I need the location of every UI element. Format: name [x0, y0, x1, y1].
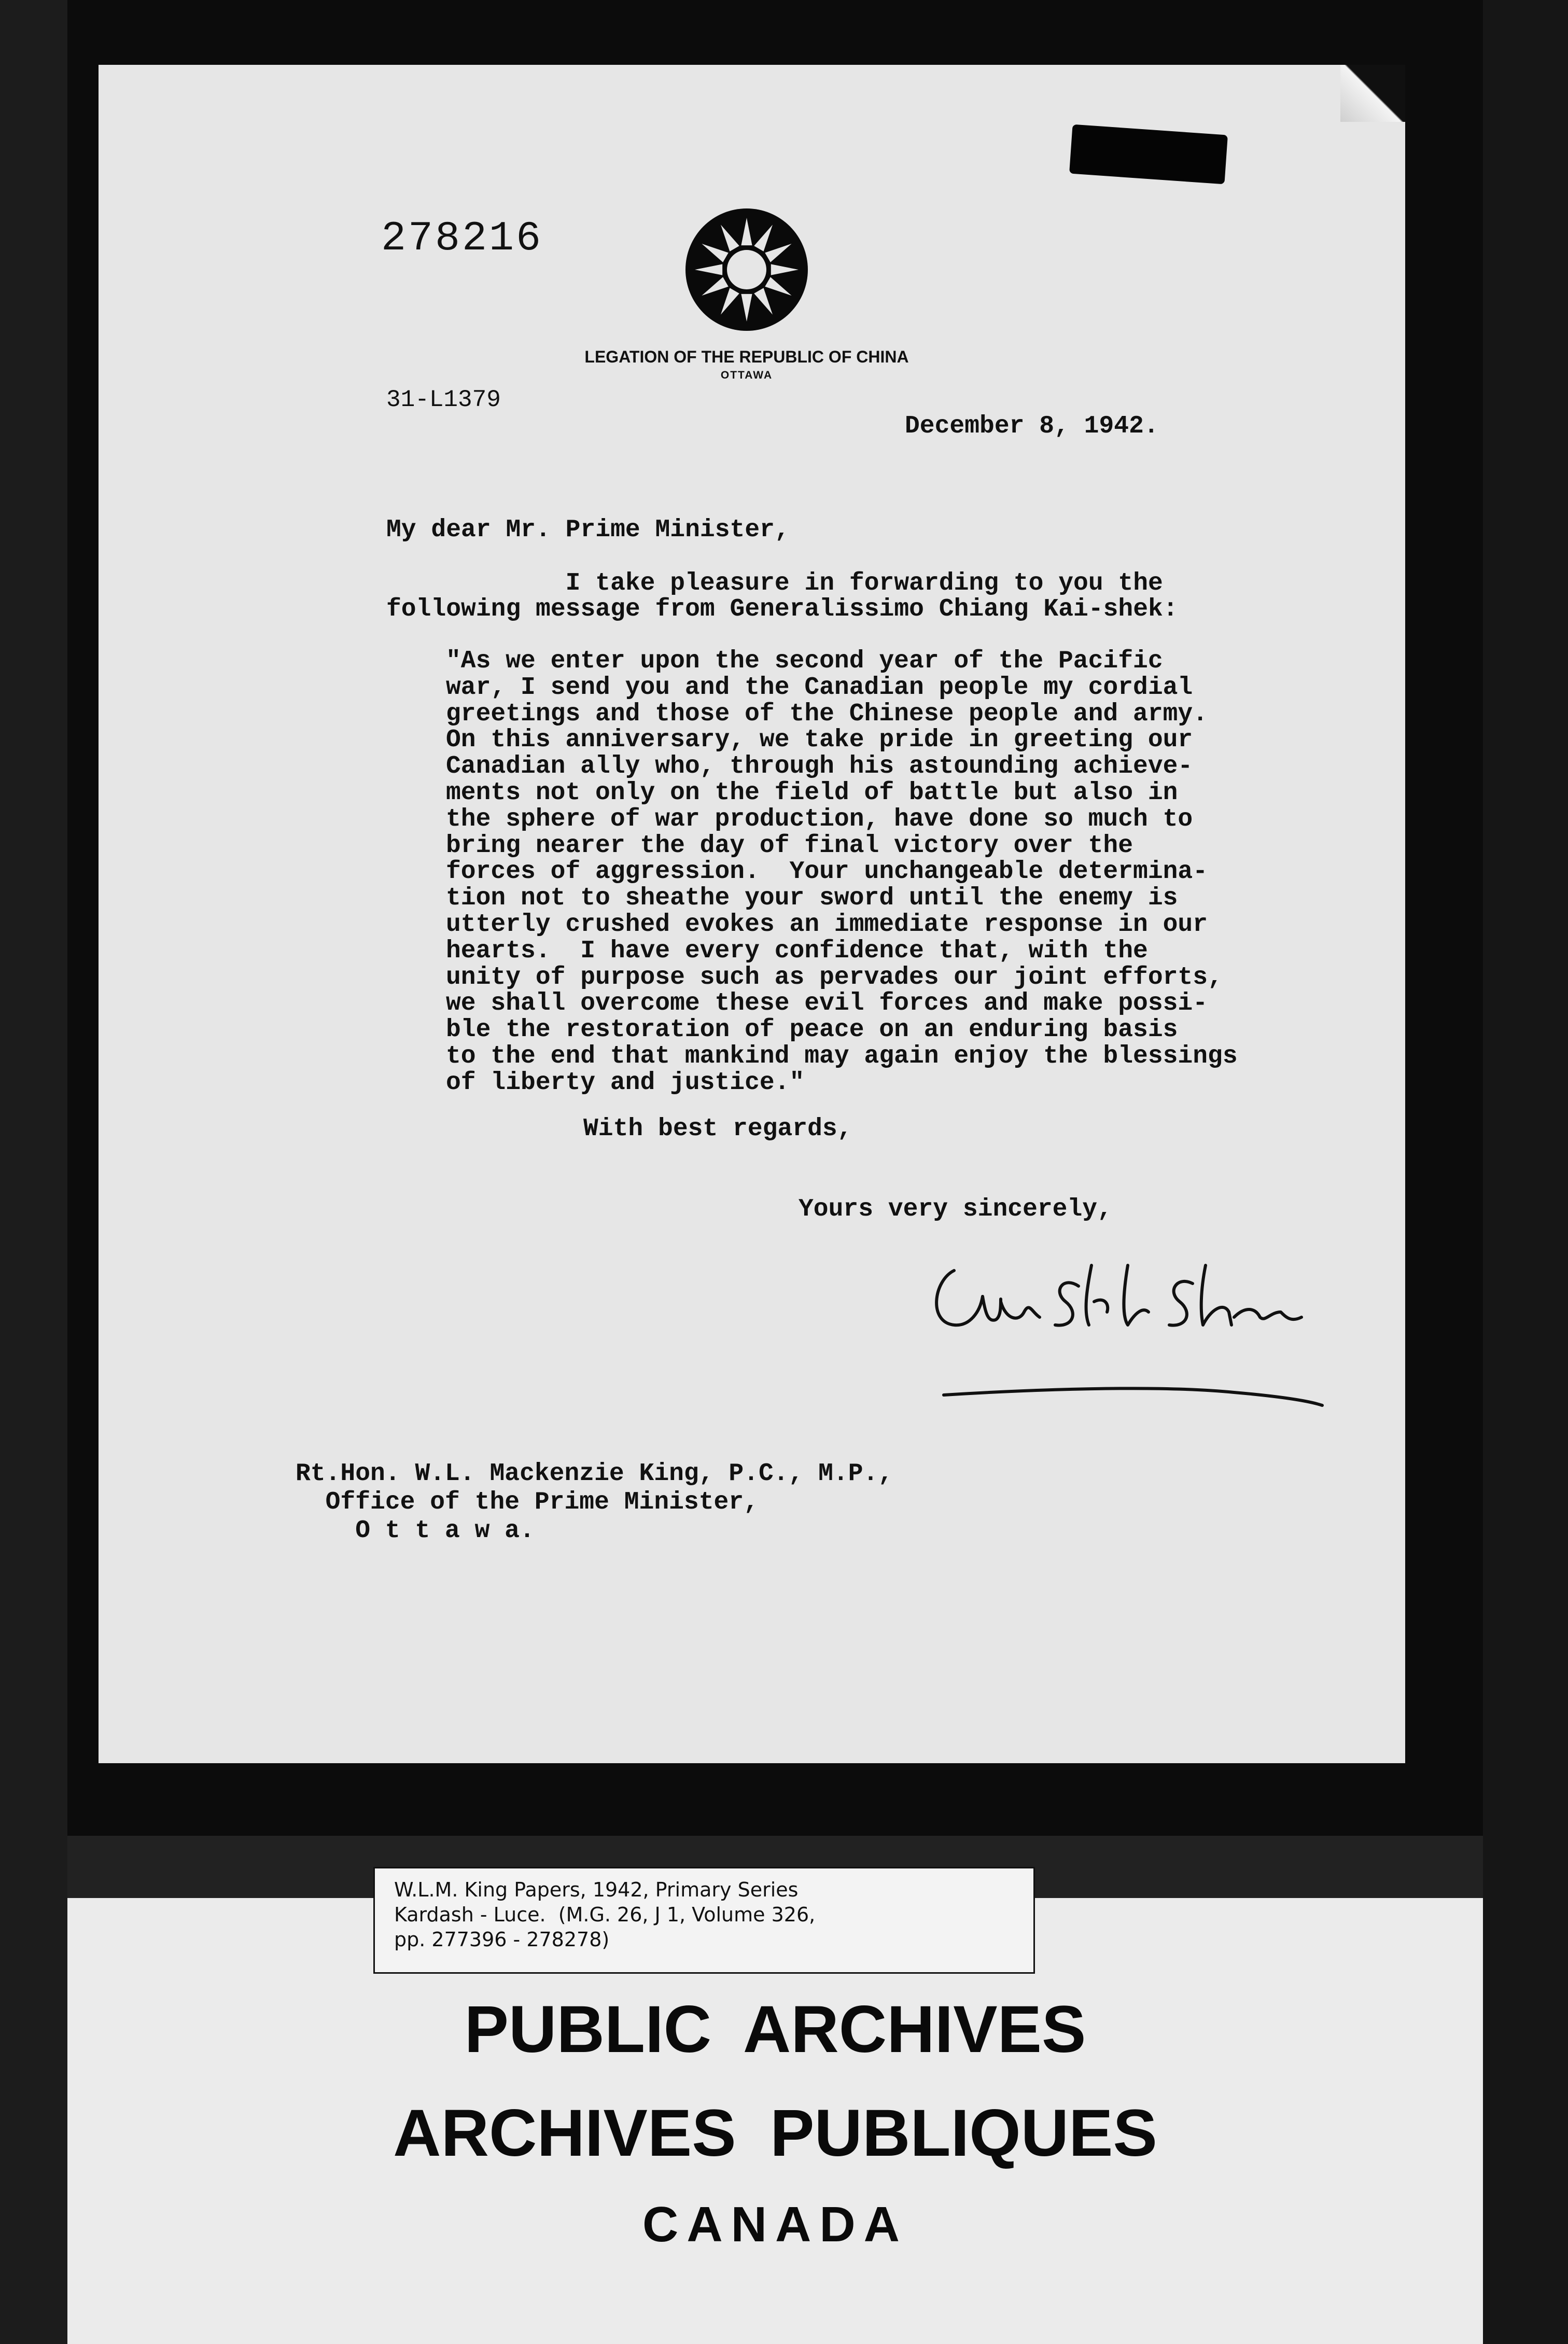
archive-label-text: W.L.M. King Papers, 1942, Primary Series Kardash - Luce. (M.G. 26, J 1, Volume 326, pp. 277396 - 278278) — [394, 1878, 816, 1951]
archive-title-english: PUBLIC ARCHIVES — [464, 1992, 1086, 2067]
handwritten-signature — [923, 1234, 1338, 1421]
recipient-address: Rt.Hon. W.L. Mackenzie King, P.C., M.P., Office of the Prime Minister, O t t a w a. — [296, 1460, 893, 1545]
scan-left-edge — [0, 0, 67, 2344]
folded-corner — [1340, 65, 1405, 122]
letterhead-title: LEGATION OF THE REPUBLIC OF CHINA — [584, 347, 909, 366]
regards-line: With best regards, — [583, 1115, 852, 1143]
sun-emblem-icon — [684, 207, 809, 332]
document-number: 278216 — [381, 215, 543, 262]
scan-right-edge — [1483, 0, 1568, 2344]
archive-title-french: ARCHIVES PUBLIQUES — [393, 2096, 1157, 2170]
intro-paragraph: I take pleasure in forwarding to you the following message from Generalissimo Chiang Kai-shek: — [386, 569, 1178, 623]
letter-date: December 8, 1942. — [905, 412, 1159, 440]
quoted-message: "As we enter upon the second year of the Pacific war, I send you and the Canadian people my cordial greetings and those of the Chinese people and army. On this anniversary, we take pride in greeting our Canadian ally who, through his astounding achieve- ments not only on the field of battle but also in the sphere of war production, have done so much to bring nearer the day of final victory over the forces of aggression. Your unchangeable determina- tion not to sheathe your sword until the enemy is utterly crushed evokes an immediate response in our hearts. I have every confidence that, with the unity of purpose such as pervades our joint efforts, we shall overcome these evil forces and make possi- ble the restoration of peace on an enduring basis to the end that mankind may again enjoy the blessings of liberty and justice." — [446, 647, 1238, 1097]
file-reference: 31-L1379 — [386, 386, 501, 413]
closing-line: Yours very sincerely, — [799, 1195, 1112, 1223]
archive-country: CANADA — [642, 2197, 908, 2252]
salutation: My dear Mr. Prime Minister, — [386, 516, 790, 544]
letterhead-city: OTTAWA — [720, 369, 773, 381]
